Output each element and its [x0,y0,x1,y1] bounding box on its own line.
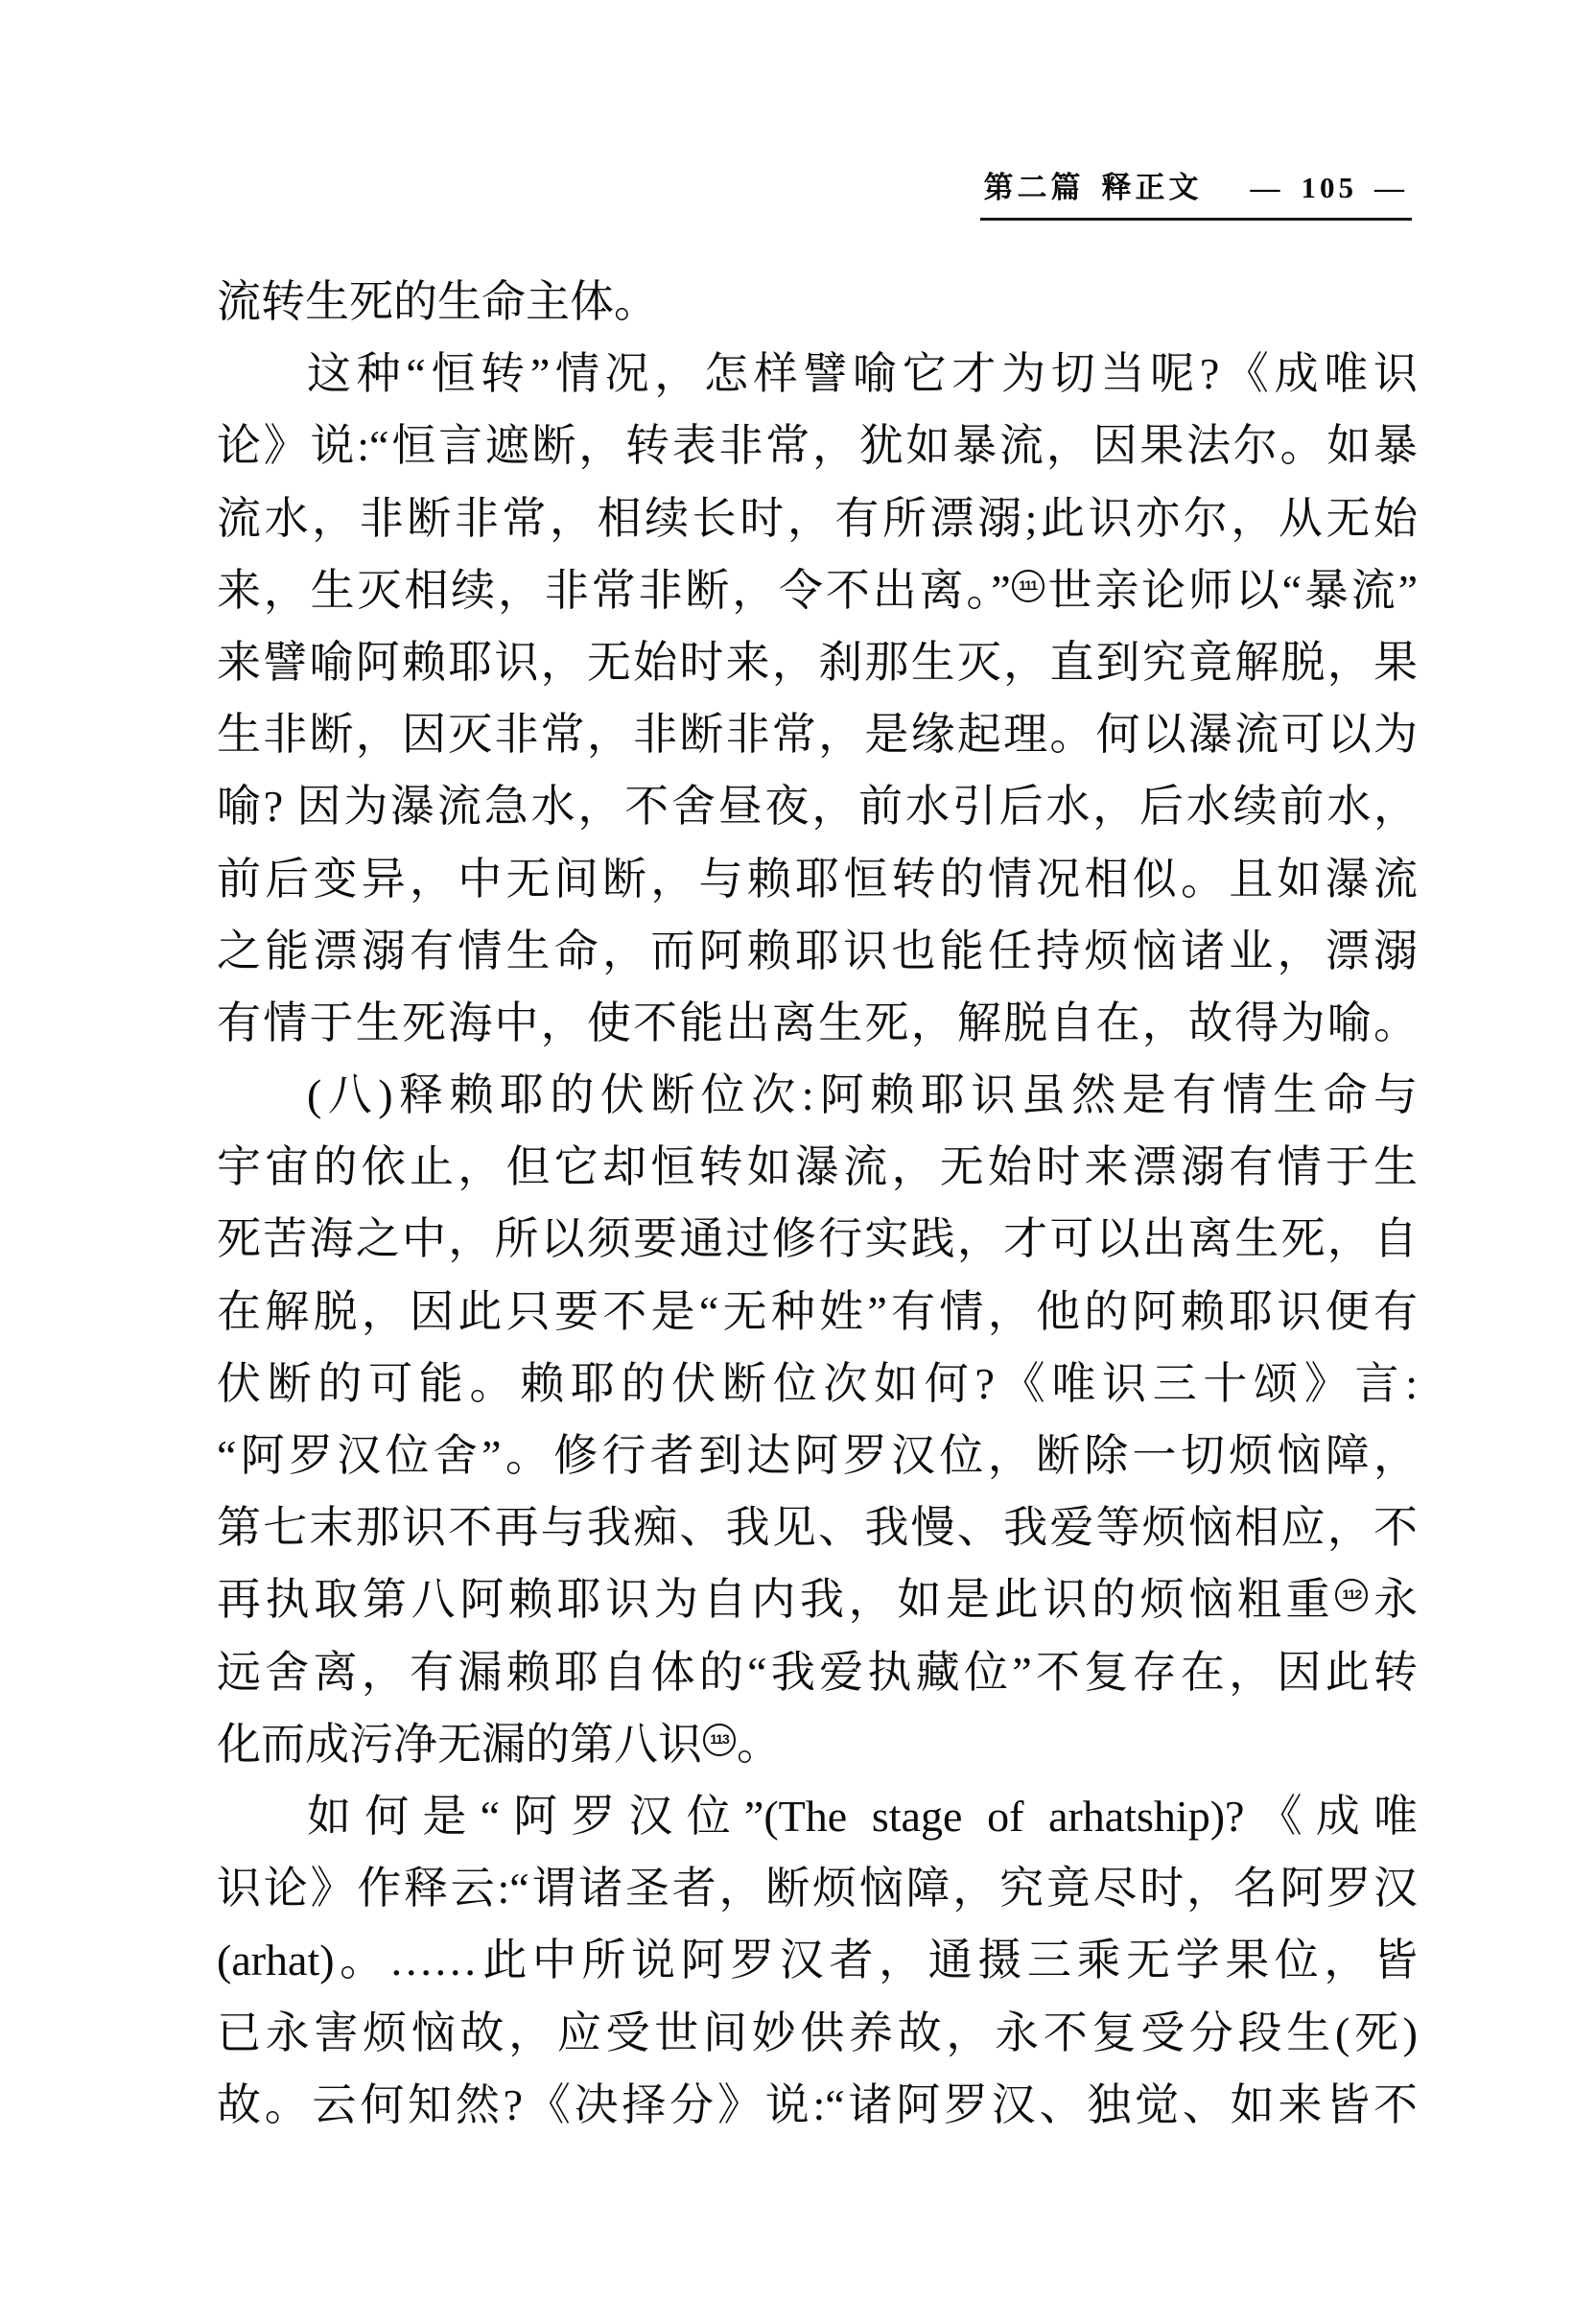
text-line: 已永害烦恼故，应受世间妙供养故，永不复受分段生(死) [217,2008,1418,2057]
text-line: 识论》作释云:“谓诸圣者，断烦恼障，究竟尽时，名阿罗汉 [217,1864,1418,1914]
text-line: 之能漂溺有情生命，而阿赖耶识也能任持烦恼诸业，漂溺 [217,926,1418,975]
text-line: “阿罗汉位舍”。修行者到达阿罗汉位，断除一切烦恼障， [217,1431,1418,1480]
footnote-ref: 111 [1012,570,1044,602]
footnote-ref: 112 [1335,1579,1368,1611]
section-label: 释正文 [1101,171,1203,204]
text-line: 流转生死的生命主体。 [217,277,658,326]
body-text [217,266,1418,2141]
text-line: 宇宙的依止，但它却恒转如瀑流，无始时来漂溺有情于生 [217,1142,1418,1192]
page-number: 105 [1301,171,1357,204]
text-line: 论》说:“恒言遮断，转表非常，犹如暴流，因果法尔。如暴 [217,421,1418,471]
text-line: 生非断，因灭非常，非断非常，是缘起理。何以瀑流可以为 [217,710,1418,760]
running-head [980,163,1413,221]
text-line: 如何是“阿罗汉位”(The stage of arhatship)?《成唯 [307,1791,1418,1841]
page-number-dash-right: — [1374,171,1408,204]
text-line: 故。云何知然?《决择分》说:“诸阿罗汉、独觉、如来皆不 [217,2079,1418,2129]
page-number-dash-left: — [1250,171,1284,204]
text-line: 有情于生死海中，使不能出离生死，解脱自在，故得为喻。 [217,998,1418,1047]
text-line: 远舍离，有漏赖耶自体的“我爱执藏位”不复存在，因此转 [217,1647,1418,1697]
chapter-label: 第二篇 [983,171,1085,204]
text-line: (arhat)。……此中所说阿罗汉者，通摄三乘无学果位，皆 [217,1936,1418,1985]
text-line: 再执取第八阿赖耶识为自内我，如是此识的烦恼粗重 112 永 [217,1575,1419,1625]
text-line: 在解脱，因此只要不是“无种姓”有情，他的阿赖耶识便有 [217,1286,1418,1336]
text-line: 这种“恒转”情况，怎样譬喻它才为切当呢?《成唯识 [307,349,1418,399]
text-line: 流水，非断非常，相续长时，有所漂溺;此识亦尔，从无始 [217,493,1418,543]
text-line: 喻? 因为瀑流急水，不舍昼夜，前水引后水，后水续前水， [217,782,1418,832]
text-line: 来譬喻阿赖耶识，无始时来，刹那生灭，直到究竟解脱，果 [217,637,1418,687]
text-line: 化而成污净无漏的第八识 113 。 [217,1719,781,1769]
text-line: 死苦海之中，所以须要通过修行实践，才可以出离生死，自 [217,1214,1418,1264]
text-line: 第七末那识不再与我痴、我见、我慢、我爱等烦恼相应，不 [217,1503,1418,1553]
text-line: 来，生灭相续，非常非断，令不出离。” 111 世亲论师以“暴流” [217,565,1418,615]
text-line: 前后变异，中无间断，与赖耶恒转的情况相似。且如瀑流 [217,854,1418,904]
footnote-ref: 113 [703,1724,736,1756]
running-head-text [980,163,1413,221]
text-line: (八)释赖耶的伏断位次:阿赖耶识虽然是有情生命与 [307,1070,1418,1120]
text-line: 伏断的可能。赖耶的伏断位次如何?《唯识三十颂》言: [217,1358,1418,1408]
